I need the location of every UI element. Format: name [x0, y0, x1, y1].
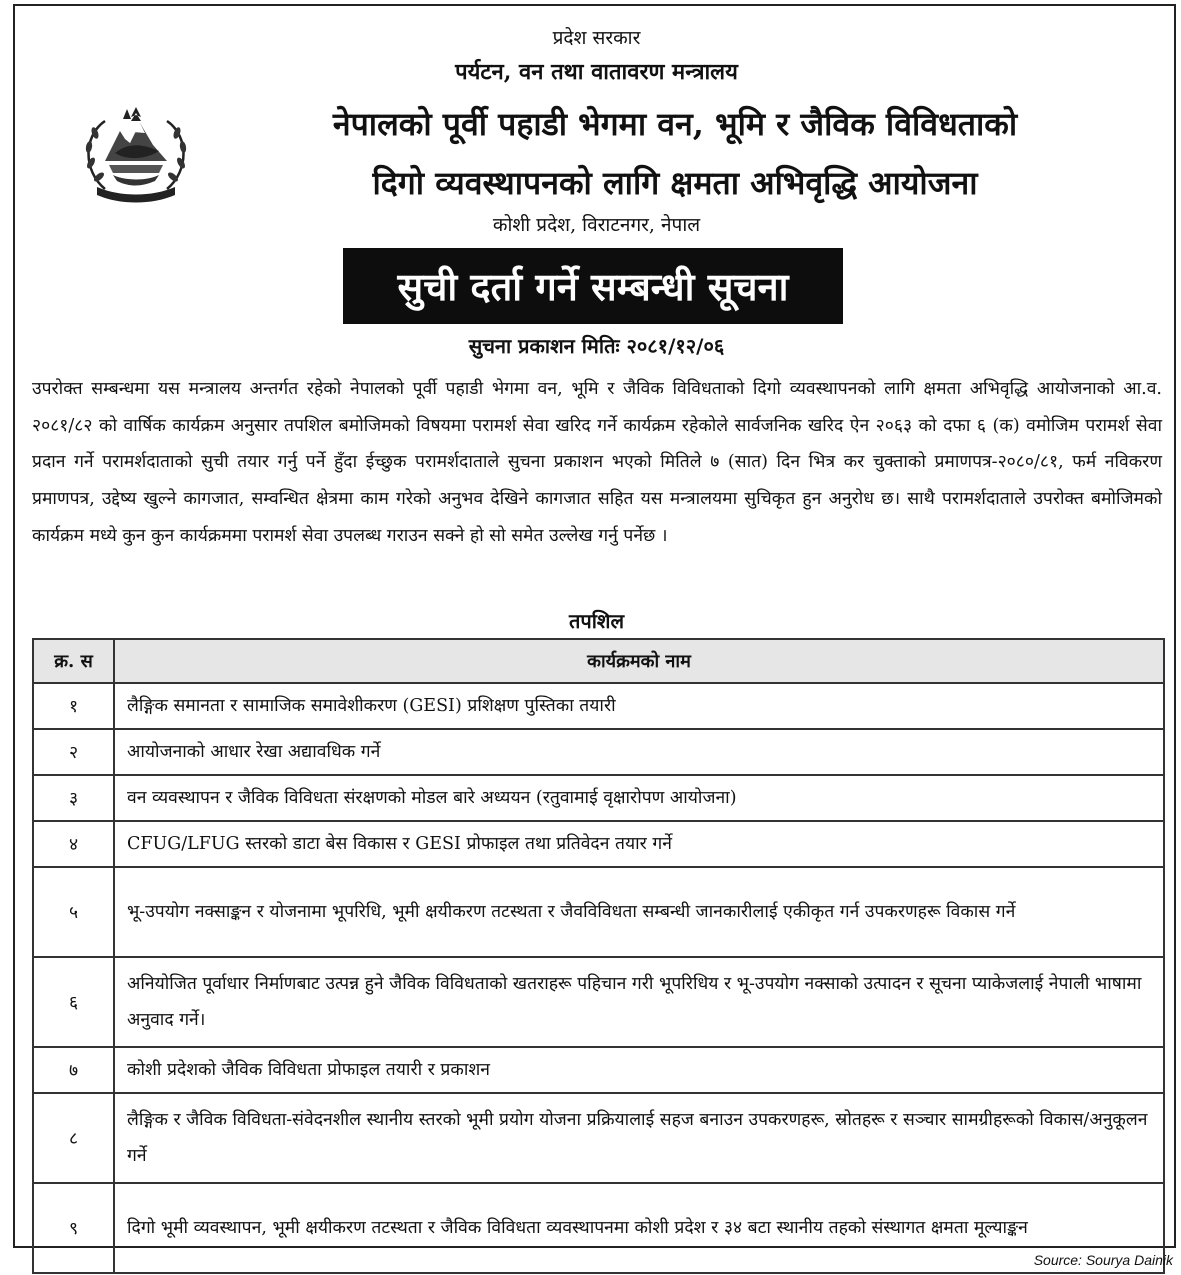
column-header-program-name: कार्यक्रमको नाम [114, 639, 1164, 683]
project-title-line2: दिगो व्यवस्थापनको लागि क्षमता अभिवृद्धि आयोजना [372, 164, 978, 202]
table-row [33, 1183, 1164, 1273]
table-row [33, 729, 1164, 775]
column-header-serial: क्र. स [33, 639, 114, 683]
serial-number: ५ [33, 867, 114, 957]
program-name: लैङ्गिक र जैविक विविधता-संवेदनशील स्थानीय स्तरको भूमी प्रयोग योजना प्रक्रियालाई सहज बनाउन उपकरणहरू, स्रोतहरू र सञ्चार सामग्रीहरूको विकास/अनुकूलन गर्ने [114, 1093, 1164, 1183]
serial-number: २ [33, 729, 114, 775]
table-row [33, 867, 1164, 957]
table-row [33, 1047, 1164, 1093]
table-row [33, 957, 1164, 1047]
serial-number: १ [33, 683, 114, 729]
table-row [33, 775, 1164, 821]
serial-number: ३ [33, 775, 114, 821]
serial-number: ८ [33, 1093, 114, 1183]
program-name: आयोजनाको आधार रेखा अद्यावधिक गर्ने [114, 729, 1164, 775]
notice-frame [13, 4, 1176, 1248]
government-label: प्रदेश सरकार [552, 27, 641, 49]
table-row [33, 1093, 1164, 1183]
program-name: लैङ्गिक समानता र सामाजिक समावेशीकरण (GESI) प्रशिक्षण पुस्तिका तयारी [114, 683, 1164, 729]
program-name: CFUG/LFUG स्तरको डाटा बेस विकास र GESI प्रोफाइल तथा प्रतिवेदन तयार गर्ने [114, 821, 1164, 867]
program-name: भू-उपयोग नक्साङ्कन र योजनामा भूपरिधि, भूमी क्षयीकरण तटस्थता र जैवविविधता सम्बन्धी जानकारीलाई एकीकृत गर्न उपकरणहरू विकास गर्ने [114, 867, 1164, 957]
schedule-heading: तपशिल [568, 609, 625, 633]
notice-body-paragraph: उपरोक्त सम्बन्धमा यस मन्त्रालय अन्तर्गत रहेको नेपालको पूर्वी पहाडी भेगमा वन, भूमि र जैविक विविधताको दिगो व्यवस्थापनको लागि क्षमता अभिवृद्धि आयोजनाको आ.व. २०८१/८२ को वार्षिक कार्यक्रम अनुसार तपशिल बमोजिमको विषयमा परामर्श सेवा खरिद गर्ने कार्यक्रम रहेकोले सार्वजनिक खरिद ऐन २०६३ को दफा ६ (क) वमोजिम परामर्श सेवा प्रदान गर्ने परामर्शदाताको सुची तयार गर्नु पर्ने हुँदा ईच्छुक परामर्शदाताले सुचना प्रकाशन भएको मितिले ७ (सात) दिन भित्र कर चुक्ताको प्रमाणपत्र-२०८०/८१, फर्म नविकरण प्रमाणपत्र, उद्देष्य खुल्ने कागजात, सम्वन्धित क्षेत्रमा काम गरेको अनुभव देखिने कागजात सहित यस मन्त्रालयमा सुचिकृत हुन अनुरोध छ। साथै परामर्शदाताले उपरोक्त बमोजिमको कार्यक्रम मध्ये कुन कुन कार्यक्रममा परामर्श सेवा उपलब्ध गराउन सक्ने हो सो समेत उल्लेख गर्नु पर्नेछ । [32, 379, 1162, 546]
publish-date: सुचना प्रकाशन मितिः २०८१/१२/०६ [468, 334, 725, 358]
program-name: दिगो भूमी व्यवस्थापन, भूमी क्षयीकरण तटस्थता र जैविक विविधता व्यवस्थापनमा कोशी प्रदेश र ३४ बटा स्थानीय तहको संस्थागत क्षमता मूल्याङ्कन [114, 1183, 1164, 1273]
program-name: वन व्यवस्थापन र जैविक विविधता संरक्षणको मोडल बारे अध्ययन (रतुवामाई वृक्षारोपण आयोजना) [114, 775, 1164, 821]
table-row [33, 683, 1164, 729]
project-title-line1: नेपालको पूर्वी पहाडी भेगमा वन, भूमि र जैविक विविधताको [332, 105, 1018, 143]
program-name: अनियोजित पूर्वाधार निर्माणबाट उत्पन्न हुने जैविक विविधताको खतराहरू पहिचान गरी भूपरिधिय र भू-उपयोग नक्साको उत्पादन र सूचना प्याकेजलाई नेपाली भाषामा अनुवाद गर्ने। [114, 957, 1164, 1047]
notice-title: सुची दर्ता गर्ने सम्बन्धी सूचना [397, 264, 789, 309]
program-table [32, 638, 1165, 1274]
program-name: कोशी प्रदेशको जैविक विविधता प्रोफाइल तयारी र प्रकाशन [114, 1047, 1164, 1093]
ministry-name: पर्यटन, वन तथा वातावरण मन्त्रालय [455, 59, 738, 85]
source-credit: Source: Sourya Dainik [1033, 1252, 1173, 1268]
serial-number: ९ [33, 1183, 114, 1273]
notice-title-banner [343, 248, 843, 324]
serial-number: ७ [33, 1047, 114, 1093]
office-location: कोशी प्रदेश, विराटनगर, नेपाल [492, 214, 701, 236]
serial-number: ४ [33, 821, 114, 867]
table-header-row [33, 639, 1164, 683]
table-row [33, 821, 1164, 867]
serial-number: ६ [33, 957, 114, 1047]
